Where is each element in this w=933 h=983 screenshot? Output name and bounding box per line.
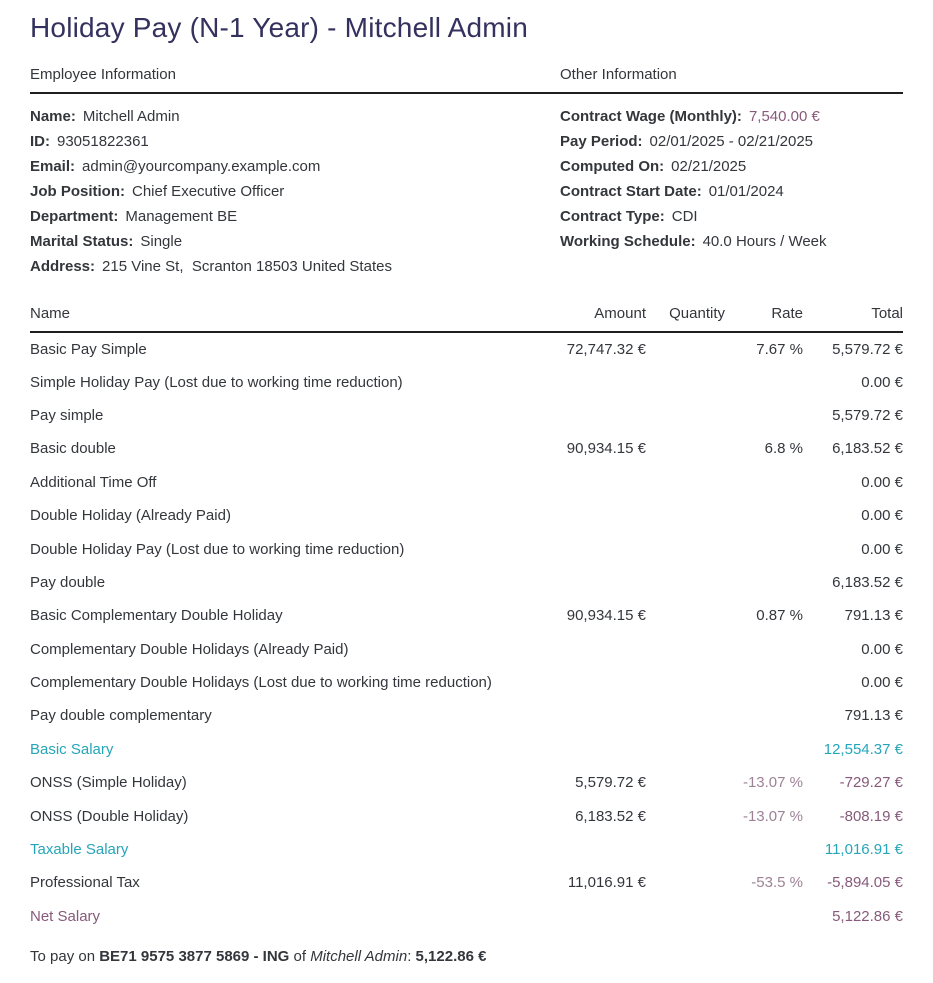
field-value: 02/01/2025 - 02/21/2025 (649, 133, 814, 150)
table-row (30, 499, 903, 532)
employee-information-list (30, 104, 560, 279)
table-row (30, 566, 903, 599)
row-rate: -13.07 % (742, 774, 803, 792)
field-value: 7,540.00 € (748, 108, 820, 125)
table-row (30, 666, 903, 699)
section-headers (30, 66, 903, 94)
row-rate (725, 466, 803, 499)
row-name: Complementary Double Holidays (Already Paid) (30, 640, 349, 658)
row-total: 6,183.52 € (832, 440, 903, 458)
to-pay-line (30, 948, 903, 965)
field-value: Single (140, 233, 183, 250)
row-amount: 90,934.15 € (566, 607, 646, 625)
info-field (560, 129, 903, 154)
info-field (560, 179, 903, 204)
field-label: Computed On: (560, 158, 665, 175)
table-row (30, 699, 903, 732)
row-quantity (646, 399, 725, 432)
field-value: 01/01/2024 (708, 183, 784, 200)
field-value: admin@yourcompany.example.com (82, 158, 321, 175)
field-value: 02/21/2025 (671, 158, 747, 175)
table-row (30, 332, 903, 365)
row-name: Basic Pay Simple (30, 340, 147, 358)
table-row (30, 532, 903, 565)
row-amount (516, 532, 646, 565)
row-quantity (646, 833, 725, 866)
table-row (30, 833, 903, 866)
row-total: -729.27 € (839, 774, 903, 792)
row-total: 0.00 € (861, 640, 903, 658)
row-amount (516, 365, 646, 398)
field-label: Department: (30, 208, 119, 225)
field-label: Marital Status: (30, 233, 134, 250)
row-name: Pay double (30, 573, 106, 591)
table-row (30, 900, 903, 933)
field-value: CDI (671, 208, 698, 225)
row-amount: 11,016.91 € (567, 874, 646, 892)
payslip-lines-table (30, 299, 903, 933)
header-name: Name (30, 299, 516, 332)
row-rate (725, 699, 803, 732)
header-quantity: Quantity (646, 299, 725, 332)
field-label: Pay Period: (560, 133, 643, 150)
page-title: Holiday Pay (N-1 Year) - Mitchell Admin (30, 12, 528, 43)
row-name: Basic double (30, 440, 116, 458)
row-total: 791.13 € (844, 607, 903, 625)
field-label: Name: (30, 108, 76, 125)
table-row (30, 766, 903, 799)
row-quantity (646, 766, 725, 799)
field-value: Mitchell Admin (82, 108, 180, 125)
row-quantity (646, 432, 725, 465)
row-rate (725, 633, 803, 666)
table-row (30, 599, 903, 632)
table-row (30, 799, 903, 832)
row-name: Basic Complementary Double Holiday (30, 607, 283, 625)
row-quantity (646, 466, 725, 499)
field-label: Job Position: (30, 183, 125, 200)
row-rate (725, 499, 803, 532)
table-row (30, 399, 903, 432)
table-header-row (30, 299, 903, 332)
info-field (30, 154, 560, 179)
info-field (560, 204, 903, 229)
footer-prefix: To pay on (30, 948, 100, 966)
footer-separator: : (407, 948, 416, 966)
row-total: 0.00 € (861, 473, 903, 491)
field-value: Management BE (125, 208, 238, 225)
row-name: Pay simple (30, 406, 104, 424)
row-name: ONSS (Double Holiday) (30, 807, 189, 825)
row-rate (725, 399, 803, 432)
row-total: 0.00 € (861, 507, 903, 525)
row-amount (516, 833, 646, 866)
row-amount (516, 699, 646, 732)
info-field (30, 179, 560, 204)
other-information-heading: Other Information (560, 66, 677, 83)
field-label: Address: (30, 258, 96, 275)
field-label: Contract Type: (560, 208, 665, 225)
row-rate (725, 833, 803, 866)
row-quantity (646, 666, 725, 699)
row-amount: 90,934.15 € (566, 440, 646, 458)
row-quantity (646, 532, 725, 565)
info-field (560, 104, 903, 129)
row-rate (725, 733, 803, 766)
table-body (30, 332, 903, 933)
row-amount (516, 399, 646, 432)
row-total: 791.13 € (844, 707, 903, 725)
row-quantity (646, 699, 725, 732)
field-value: Chief Executive Officer (132, 183, 285, 200)
header-amount: Amount (516, 299, 646, 332)
row-total: 0.00 € (861, 373, 903, 391)
row-name: Simple Holiday Pay (Lost due to working time reduction) (30, 373, 403, 391)
info-field (30, 229, 560, 254)
row-rate: 7.67 % (756, 340, 803, 358)
field-value: 40.0 Hours / Week (702, 233, 827, 250)
footer-payee: Mitchell Admin (310, 948, 408, 966)
row-amount: 5,579.72 € (575, 774, 646, 792)
info-field (560, 154, 903, 179)
row-total: -808.19 € (839, 807, 903, 825)
row-rate (725, 666, 803, 699)
row-quantity (646, 566, 725, 599)
row-quantity (646, 900, 725, 933)
row-amount (516, 633, 646, 666)
table-row (30, 733, 903, 766)
row-name: Pay double complementary (30, 707, 212, 725)
row-rate (725, 566, 803, 599)
row-rate (725, 532, 803, 565)
row-quantity (646, 799, 725, 832)
row-total: 5,579.72 € (832, 340, 903, 358)
row-quantity (646, 499, 725, 532)
row-quantity (646, 599, 725, 632)
row-amount (516, 466, 646, 499)
row-quantity (646, 332, 725, 365)
info-field (560, 229, 903, 254)
row-rate: -13.07 % (742, 807, 803, 825)
info-field (30, 204, 560, 229)
row-quantity (646, 365, 725, 398)
other-information-list (560, 104, 903, 279)
row-rate (725, 365, 803, 398)
field-label: Email: (30, 158, 76, 175)
row-name: Taxable Salary (30, 841, 129, 859)
row-total: 6,183.52 € (832, 573, 903, 591)
field-value: 93051822361 (57, 133, 149, 150)
row-rate (725, 900, 803, 933)
row-quantity (646, 633, 725, 666)
row-quantity (646, 733, 725, 766)
header-rate: Rate (725, 299, 803, 332)
row-amount: 72,747.32 € (566, 340, 646, 358)
row-name: Additional Time Off (30, 473, 157, 491)
footer-of-word: of (289, 948, 311, 966)
row-name: Double Holiday (Already Paid) (30, 507, 231, 525)
row-amount (516, 499, 646, 532)
row-total: 5,579.72 € (832, 406, 903, 424)
row-name: Double Holiday Pay (Lost due to working time reduction) (30, 540, 405, 558)
footer-bank-account: BE71 9575 3877 5869 - ING (99, 948, 290, 966)
row-total: 11,016.91 € (824, 841, 903, 859)
field-label: ID: (30, 133, 50, 150)
row-amount (516, 900, 646, 933)
table-row (30, 365, 903, 398)
info-field (30, 254, 560, 279)
table-row (30, 466, 903, 499)
row-rate: 6.8 % (764, 440, 803, 458)
table-row (30, 866, 903, 899)
row-total: 0.00 € (861, 540, 903, 558)
info-field (30, 104, 560, 129)
row-name: Net Salary (30, 907, 101, 925)
row-rate: 0.87 % (756, 607, 803, 625)
row-total: 0.00 € (861, 674, 903, 692)
row-name: ONSS (Simple Holiday) (30, 774, 187, 792)
table-row (30, 633, 903, 666)
row-name: Complementary Double Holidays (Lost due to working time reduction) (30, 674, 492, 692)
field-label: Contract Start Date: (560, 183, 702, 200)
row-name: Basic Salary (30, 740, 114, 758)
header-total: Total (803, 299, 903, 332)
row-amount (516, 733, 646, 766)
row-amount (516, 566, 646, 599)
row-rate: -53.5 % (751, 874, 803, 892)
information-columns (30, 94, 903, 279)
row-name: Professional Tax (30, 874, 140, 892)
field-label: Contract Wage (Monthly): (560, 108, 742, 125)
row-amount: 6,183.52 € (575, 807, 646, 825)
row-amount (516, 666, 646, 699)
row-quantity (646, 866, 725, 899)
field-value: 215 Vine St, Scranton 18503 United States (102, 258, 392, 275)
field-label: Working Schedule: (560, 233, 696, 250)
row-total: 5,122.86 € (832, 907, 903, 925)
footer-amount: 5,122.86 € (415, 948, 487, 966)
row-total: 12,554.37 € (823, 740, 903, 758)
table-row (30, 432, 903, 465)
employee-information-heading: Employee Information (30, 66, 176, 83)
info-field (30, 129, 560, 154)
row-total: -5,894.05 € (827, 874, 903, 892)
